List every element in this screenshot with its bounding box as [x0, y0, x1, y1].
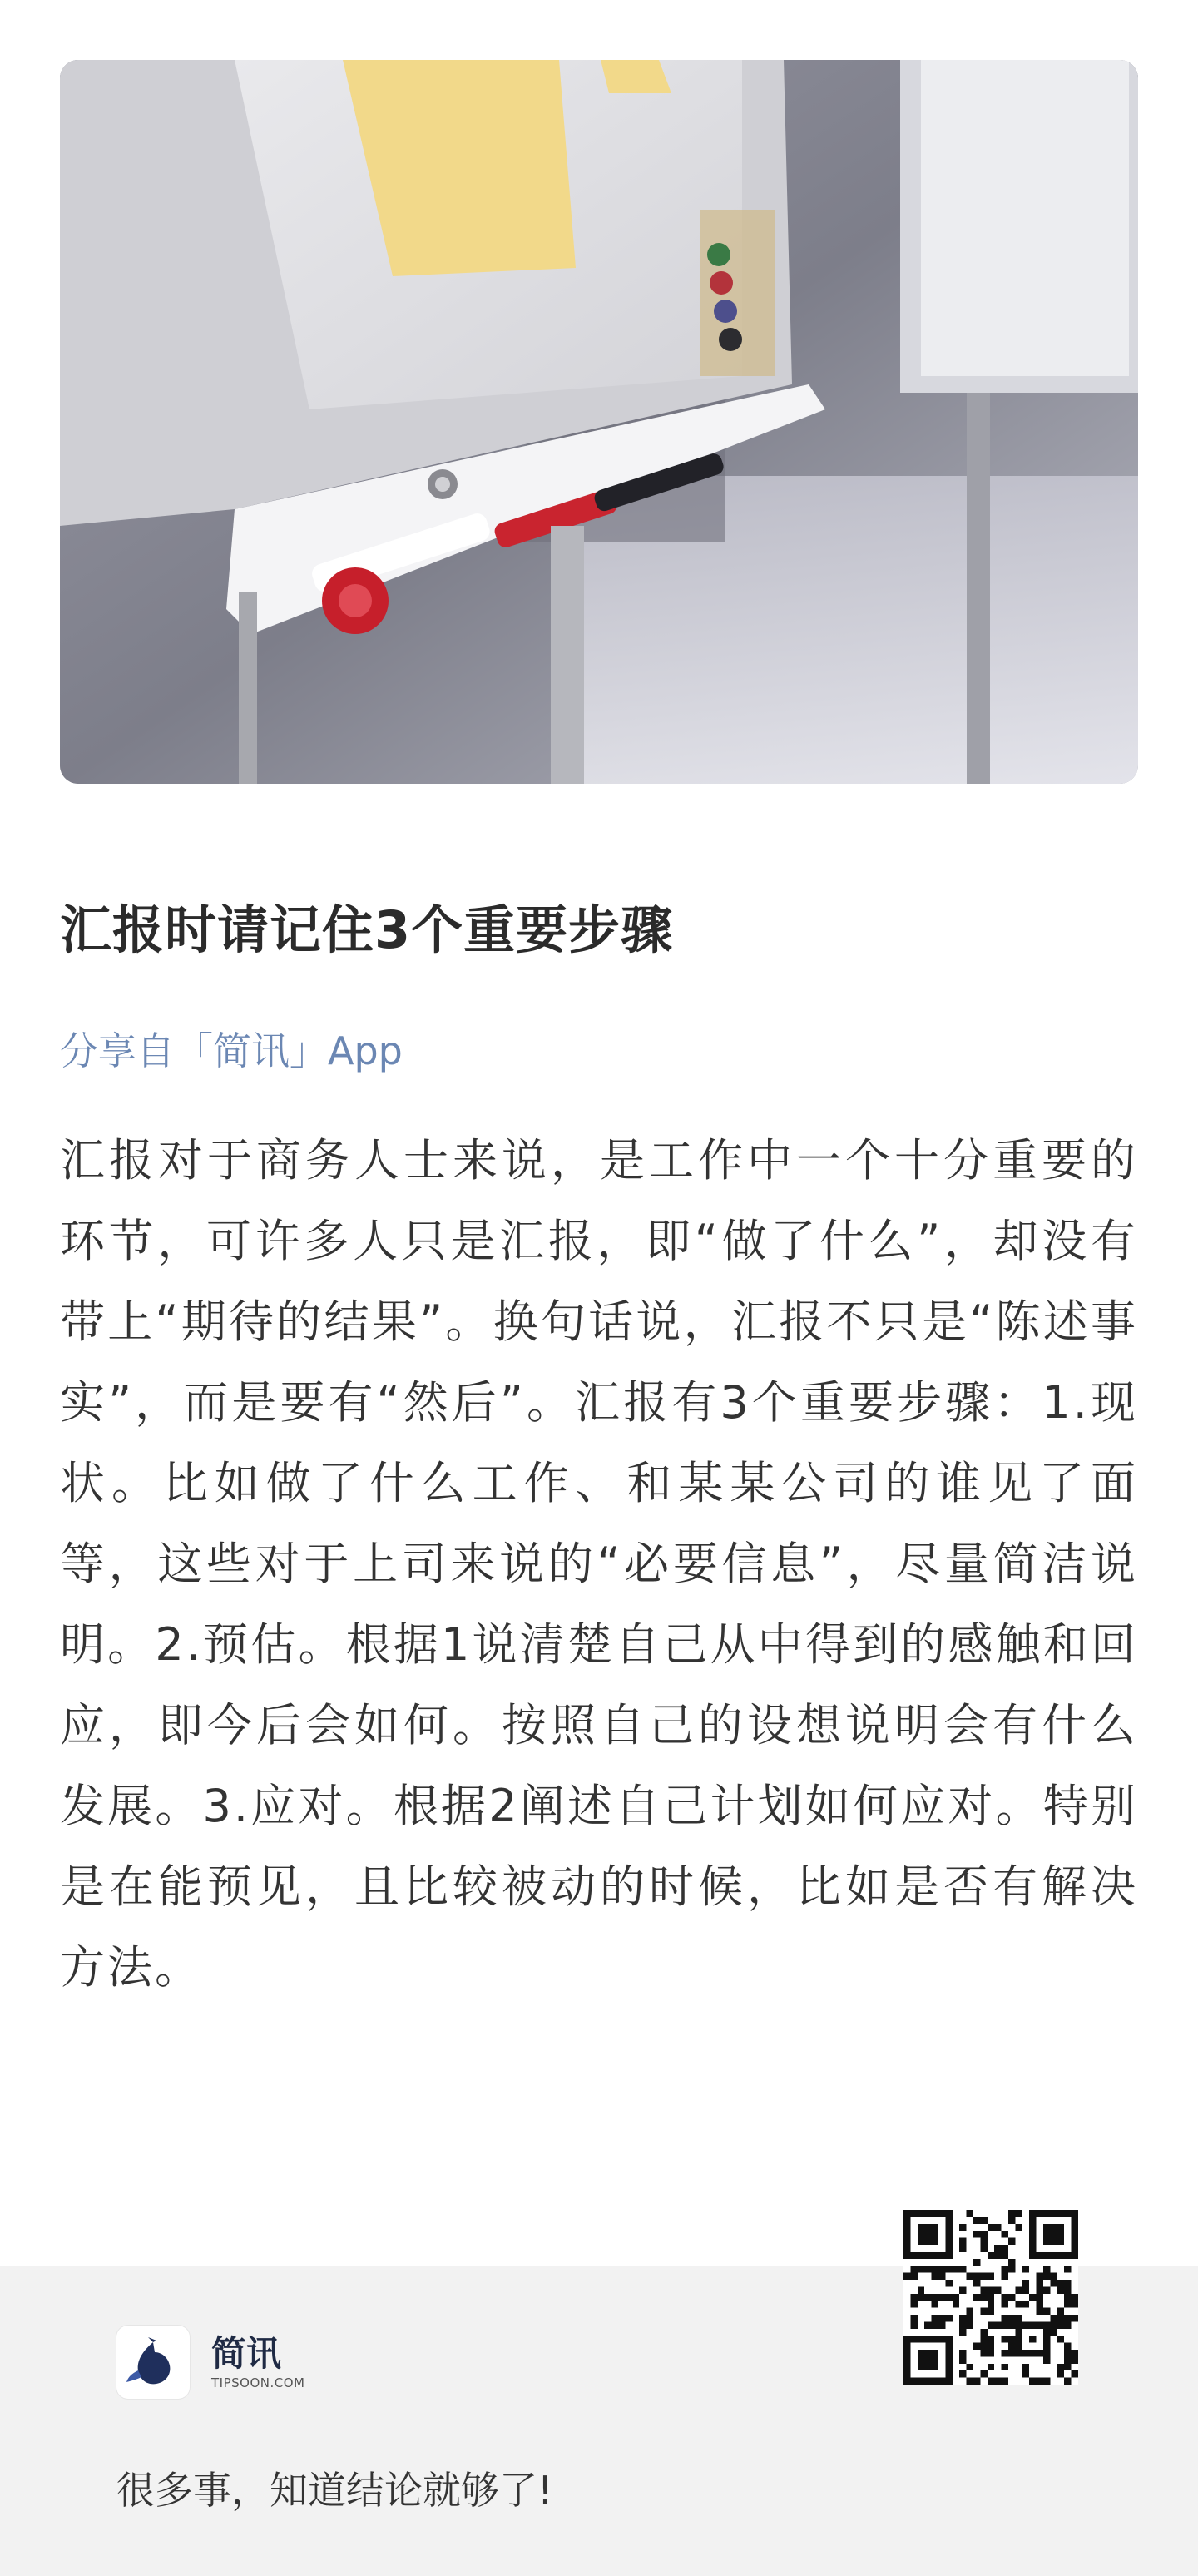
- brand-domain: TIPSOON.COM: [211, 2375, 305, 2390]
- hero-image: [60, 60, 1138, 784]
- article-body: 汇报对于商务人士来说，是工作中一个十分重要的环节，可许多人只是汇报，即“做了什么”，却没有带上“期待的结果”。换句话说，汇报不只是“陈述事实”，而是要有“然后”。汇报有3个重要步骤：1.现状。比如做了什么工作、和某某公司的谁见了面等，这些对于上司来说的“必要信息”，尽量简洁说明。2.预估。根据1说清楚自己从中得到的感触和回应，即今后会如何。按照自己的设想说明会有什么发展。3.应对。根据2阐述自己计划如何应对。特别是在能预见，且比较被动的时候，比如是否有解决方法。: [60, 1134, 1138, 1994]
- brand-name: 简讯: [211, 2333, 282, 2374]
- qr-code-icon[interactable]: [903, 2210, 1078, 2385]
- bird-logo-icon: [116, 2326, 190, 2399]
- share-source-link[interactable]: 分享自「简讯」App: [60, 1028, 403, 1073]
- article-title: 汇报时请记住3个重要步骤: [60, 899, 674, 960]
- brand-block: [116, 2325, 304, 2400]
- footer-slogan: 很多事，知道结论就够了!: [116, 2468, 553, 2513]
